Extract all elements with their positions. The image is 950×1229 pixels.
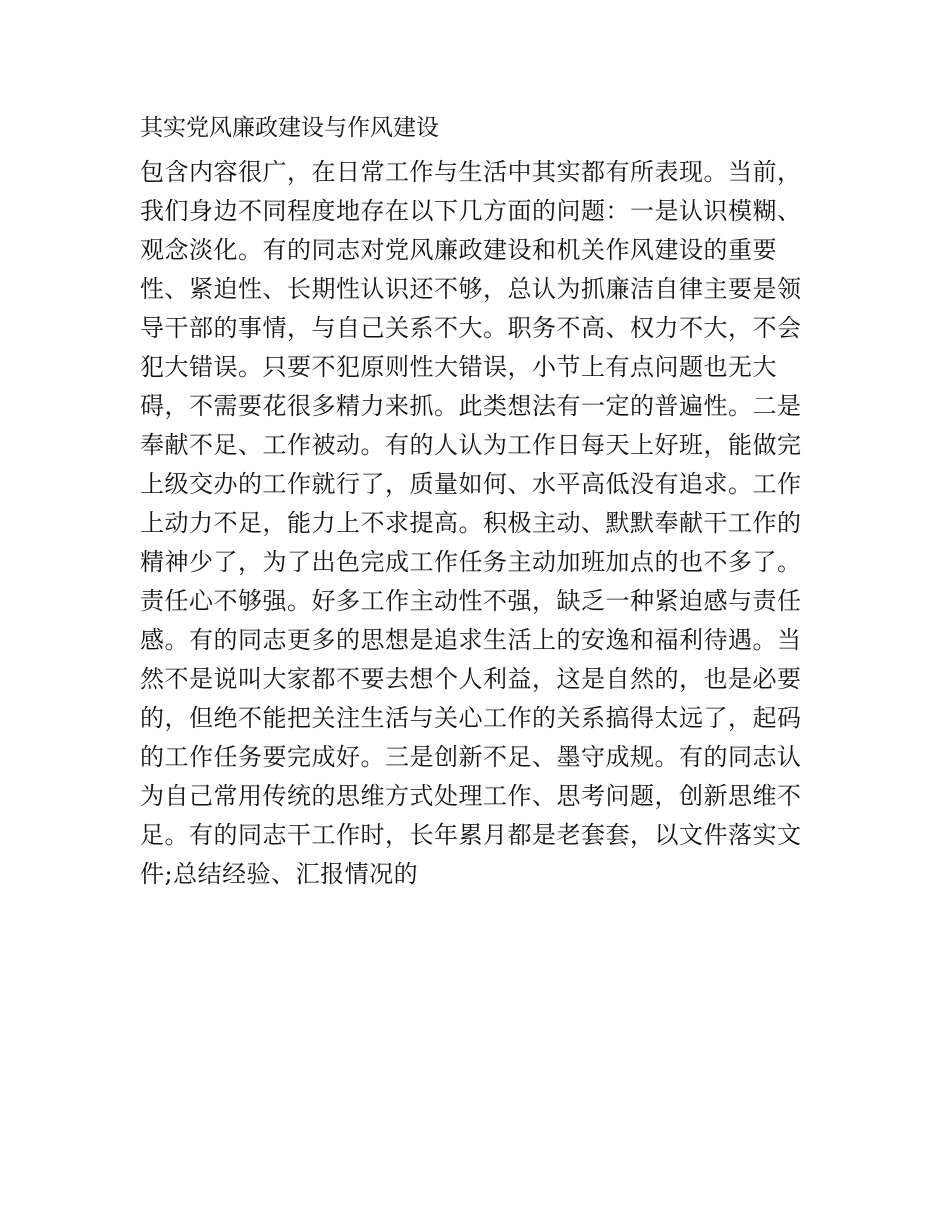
paragraph-line: 的工作任务要完成好。三是创新不足、墨守成规。有的同志认: [140, 743, 802, 771]
paragraph-line: 件;总结经验、汇报情况的: [140, 860, 419, 888]
paragraph-line: 观念淡化。有的同志对党风廉政建设和机关作风建设的重要: [140, 236, 777, 264]
paragraph-line: 感。有的同志更多的思想是追求生活上的安逸和福利待遇。当: [140, 626, 802, 654]
paragraph-line: 然不是说叫大家都不要去想个人利益，这是自然的，也是必要: [140, 665, 802, 693]
paragraph-line: 的，但绝不能把关注生活与关心工作的关系搞得太远了，起码: [140, 704, 802, 732]
paragraph-line: 为自己常用传统的思维方式处理工作、思考问题，创新思维不: [140, 782, 802, 810]
paragraph-line: 上级交办的工作就行了，质量如何、水平高低没有追求。工作: [140, 470, 802, 498]
paragraph-line: 责任心不够强。好多工作主动性不强，缺乏一种紧迫感与责任: [140, 587, 802, 615]
document-body: [140, 110, 820, 894]
paragraph-line: 犯大错误。只要不犯原则性大错误，小节上有点问题也无大: [140, 353, 777, 381]
paragraph-line: 性、紧迫性、长期性认识还不够，总认为抓廉洁自律主要是领: [140, 275, 802, 303]
paragraph-line: 奉献不足、工作被动。有的人认为工作日每天上好班，能做完: [140, 431, 802, 459]
paragraph-line: 碍，不需要花很多精力来抓。此类想法有一定的普遍性。二是: [140, 392, 802, 420]
paragraph-line: 导干部的事情，与自己关系不大。职务不高、权力不大，不会: [140, 314, 802, 342]
document-title: 其实党风廉政建设与作风建设: [140, 115, 439, 141]
paragraph-line: 我们身边不同程度地存在以下几方面的问题：一是认识模糊、: [140, 197, 802, 225]
paragraph-line: 精神少了，为了出色完成工作任务主动加班加点的也不多了。: [140, 548, 802, 576]
paragraph-line: 上动力不足，能力上不求提高。积极主动、默默奉献干工作的: [140, 509, 802, 537]
paragraph-line: 包含内容很广，在日常工作与生活中其实都有所表现。当前，: [140, 158, 802, 186]
paragraph-line: 足。有的同志干工作时，长年累月都是老套套，以文件落实文: [140, 821, 802, 849]
